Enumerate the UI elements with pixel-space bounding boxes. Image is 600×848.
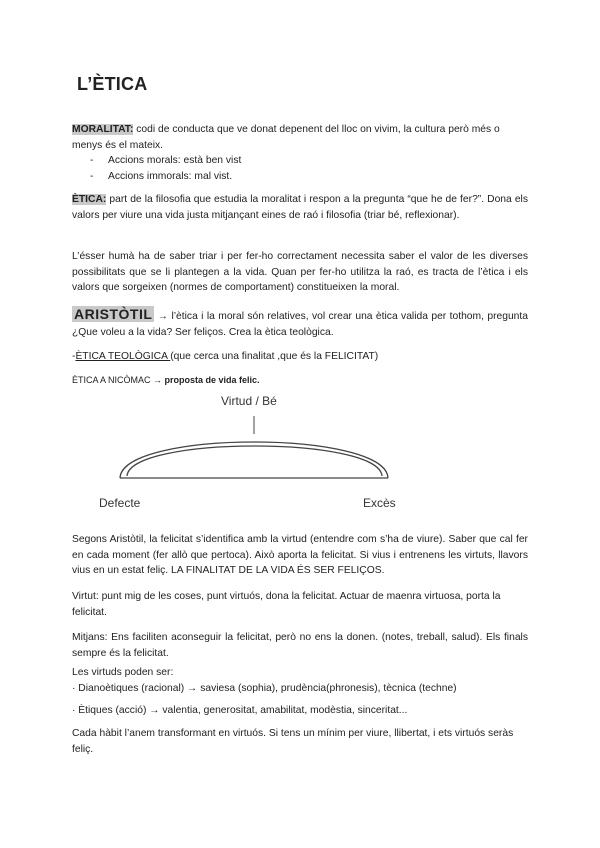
virtuds-section [72,665,528,696]
virtuds-dianoetiques: · Dianoètiques (racional) → saviesa (sophia), prudència(phronesis), tècnica (techne) [72,682,457,694]
nicomac-line [72,373,528,389]
etica-term: ÈTICA: [72,194,107,205]
nicomac-text: proposta de vida felic. [164,375,260,385]
cada-habit-paragraph: Cada hàbit l’anem transformant en virtuós. Si tens un mínim per viure, llibertat, i ets virtuós seràs feliç. [72,728,514,755]
nicomac-prefix: ÈTICA A NICÒMAC → [72,375,165,385]
etica-teologica-term: ÈTICA TEOLÒGICA [75,351,171,362]
moralitat-list [72,153,528,184]
etica-teologica-line [72,349,528,365]
moralitat-term: MORALITAT: [72,124,134,135]
virtut-paragraph: Virtut: punt mig de les coses, punt virtuós, dona la felicitat. Actuar de maenra virtuosa, porta la felicitat. [72,591,501,618]
list-item: - Accions morals: està ben vist [72,153,528,169]
aristotil-section [72,307,528,340]
mitjans-paragraph: Mitjans: Ens faciliten aconseguir la felicitat, però no ens la donen. (notes, treball, salud). Els finals sempre és la felicitat. [72,632,528,659]
virtue-diagram [90,390,430,520]
esser-huma-paragraph: L’ésser humà ha de saber triar i per fer-ho correctament necessita saber el valor de les diverses possibilitats que se li plantegen a la vida. Quan per fer-ho utilitza la raó, es tracta de l’ètica i els valors que sorgeixen (normes de comportament) constitueixen la moral. [72,251,528,293]
dash-prefix: - [72,351,76,362]
etica-teologica-text: (que cerca una finalitat ,que és la FELICITAT) [170,351,379,362]
aristotil-text: l’ètica i la moral són relatives, vol crear una ètica valida per tothom, pregunta ¿Que voleu a la vida? Ser feliços. Crea la ètica teològica. [72,311,528,338]
moralitat-definition [72,122,528,153]
virtuds-etiques: · Ètiques (acció) → valentia, generositat, amabilitat, modèstia, sinceritat... [72,705,408,716]
etica-text: part de la filosofia que estudia la moralitat i respon a la pregunta “que he de fer?”. Dona els valors per viure una vida justa mitjançant eines de raó i filosofia (triar bé, reflexionar). [72,194,528,221]
diagram-right-label: Excès [363,496,396,510]
moralitat-text: codi de conducta que ve donat depenent del lloc on vivim, la cultura però més o menys és el mateix. [72,124,500,151]
moralitat-section [72,122,528,184]
segons-paragraph: Segons Aristòtil, la felicitat s’identifica amb la virtud (entendre com s’ha de viure). Saber que cal fer en cada moment (fer allò que pertoca). Això aporta la felicitat. Si vius i entrenens les virtuts, llavors vius en un estat feliç. LA FINALITAT DE LA VIDA ÉS SER FELIÇOS. [72,534,528,576]
diagram-top-label: Virtud / Bé [221,394,277,408]
list-item: - Accions immorals: mal vist. [72,169,528,185]
diagram-left-label: Defecte [99,496,141,510]
virtuds-intro: Les virtuds poden ser: [72,667,174,678]
aristotil-heading: ARISTÒTIL [74,306,153,322]
arrow-icon: → [154,311,172,322]
virtue-arc-outer [120,442,388,478]
page-title: L’ÈTICA [77,74,148,94]
etica-section [72,192,528,223]
